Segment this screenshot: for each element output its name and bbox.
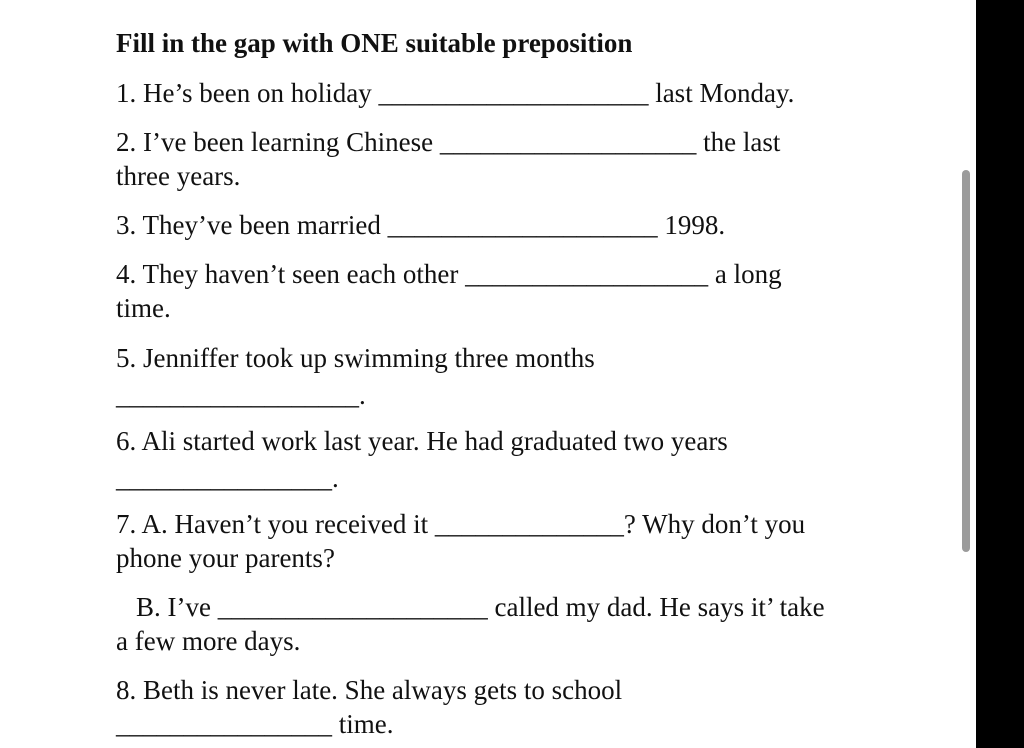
worksheet-title: Fill in the gap with ONE suitable preposition bbox=[116, 28, 633, 58]
question-8-line: 8. Beth is never late. She always gets to school bbox=[116, 675, 623, 705]
question-7a-line: 7. A. Haven’t you received it ______________? Why don’t you bbox=[116, 509, 806, 539]
question-3-line: 3. They’ve been married ____________________ 1998. bbox=[116, 210, 726, 240]
question-2-continuation: three years. bbox=[116, 161, 241, 191]
question-4-continuation: time. bbox=[116, 293, 171, 323]
vertical-scrollbar[interactable] bbox=[962, 170, 970, 552]
dark-side-panel bbox=[976, 0, 1024, 748]
question-5-blank: __________________. bbox=[116, 380, 366, 410]
question-4-line: 4. They haven’t seen each other __________________ a long bbox=[116, 259, 782, 289]
question-6-line: 6. Ali started work last year. He had graduated two years bbox=[116, 426, 728, 456]
question-1-line: 1. He’s been on holiday ____________________ last Monday. bbox=[116, 78, 795, 108]
question-7a-continuation: phone your parents? bbox=[116, 543, 335, 573]
question-2-line: 2. I’ve been learning Chinese ___________________ the last bbox=[116, 127, 781, 157]
question-5-line: 5. Jenniffer took up swimming three months bbox=[116, 343, 595, 373]
question-8-continuation: ________________ time. bbox=[116, 709, 394, 739]
question-6-blank: ________________. bbox=[116, 463, 339, 493]
question-7b-line: B. I’ve ____________________ called my dad. He says it’ take bbox=[136, 592, 825, 622]
question-7b-continuation: a few more days. bbox=[116, 626, 301, 656]
